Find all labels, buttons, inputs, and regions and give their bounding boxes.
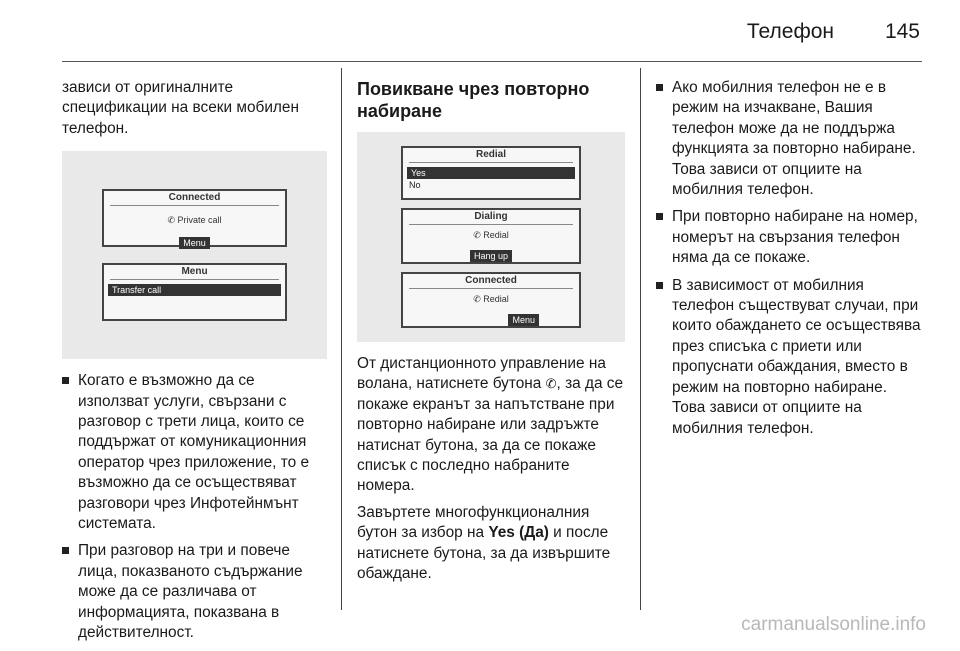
dial-instructions: Завъртете многофункционалния бутон за избор на Yes (Да) и после натиснете бутона, за да извършите обаждане. — [357, 503, 611, 583]
column-divider-right — [640, 68, 641, 610]
option-yes: Yes — [407, 167, 575, 179]
screen-title: Dialing — [409, 210, 573, 225]
page-title: Телефон — [746, 20, 834, 43]
left-bullets — [62, 371, 327, 643]
menu-button: Menu — [179, 237, 210, 249]
phone-icon: ✆ — [167, 215, 175, 226]
screen-connected-redial — [401, 272, 581, 328]
figure-redial — [357, 132, 625, 342]
screen-redial — [401, 146, 581, 200]
intro-text: зависи от оригиналните спецификации на всеки мобилен телефон. — [62, 79, 299, 137]
screen-title: Menu — [110, 265, 279, 280]
redial-instructions: От дистанционното управление на волана, натиснете бутона ✆, за да се покаже екранът за напътстване при повторно набиране или задръжте натиснат бутона, за да се покаже списък с последно набраните номера. — [357, 355, 624, 495]
option-no: No — [409, 180, 421, 190]
middle-column — [357, 78, 625, 590]
screen-title: Connected — [409, 274, 573, 289]
page-number: 145 — [884, 20, 920, 43]
redial-icon: ✆ — [473, 294, 481, 304]
section-heading: Повикване чрез повторно набиране — [357, 79, 590, 121]
list-item: Когато е възможно да се използват услуги, свързани с разговор с трети лица, които се поддържат от комуникационния оператор чрез приложение, то е възможно да се осъществяват разговори чрез Инфотейнмънт системата. — [62, 371, 327, 534]
redial-row: ✆ Redial — [473, 230, 509, 240]
call-row: ✆ Private call — [167, 215, 222, 226]
redial-row: ✆ Redial — [473, 294, 509, 304]
page-header — [62, 18, 922, 52]
header-rule — [62, 61, 922, 62]
list-item: При разговор на три и повече лица, показваното съдържание може да се различава от информацията, показвана в действителност. — [62, 541, 327, 643]
list-item: Ако мобилния телефон не е в режим на изчакване, Вашия телефон може да не поддържа функцията за повторно набиране. Това зависи от опциите на мобилния телефон. — [656, 78, 924, 200]
menu-button: Menu — [508, 314, 539, 326]
hang-up-button: Hang up — [470, 250, 512, 262]
left-column — [62, 78, 327, 651]
list-item: В зависимост от мобилния телефон съществуват случаи, при които обаждането се осъществява през списъка с приети или пропуснати обаждания, вместо в режим на повторно набиране. Това зависи от опциите на мобилния телефон. — [656, 276, 924, 439]
figure-connected-menu — [62, 151, 327, 359]
list-item: При повторно набиране на номер, номерът на свързания телефон няма да се покаже. — [656, 207, 924, 268]
right-bullets — [656, 78, 924, 439]
screen-title: Connected — [110, 191, 279, 206]
redial-icon: ✆ — [473, 230, 481, 240]
screen-title: Redial — [409, 148, 573, 163]
right-column — [656, 78, 924, 446]
screen-menu — [102, 263, 287, 321]
column-divider-left — [341, 68, 342, 610]
phone-handset-icon: ✆ — [545, 376, 557, 392]
screen-dialing — [401, 208, 581, 264]
menu-item-transfer-call: Transfer call — [108, 284, 281, 296]
screen-connected — [102, 189, 287, 247]
watermark: carmanualsonline.info — [741, 614, 926, 635]
